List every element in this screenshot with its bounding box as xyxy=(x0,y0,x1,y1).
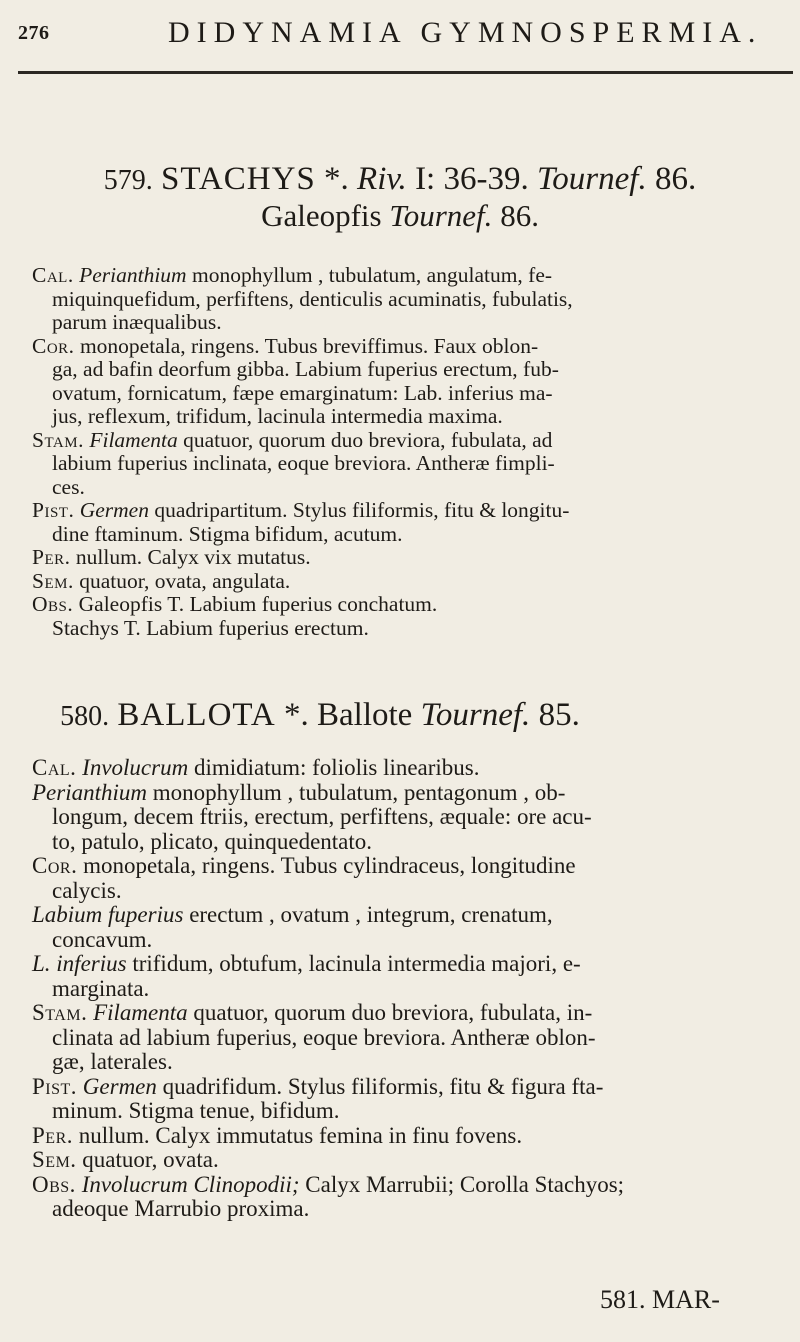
part-text: Stachys T. Labium fuperius erectum. xyxy=(52,615,369,640)
part-text: ga, ad bafin deorfum gibba. Labium fuperius erectum, fub- xyxy=(52,357,559,381)
part-text: jus, reflexum, trifidum, lacinula intermedia maxima. xyxy=(52,404,503,428)
text-line xyxy=(32,854,797,879)
part-text: miquinquefidum, perfiftens, denticulis acuminatis, fubulatis, xyxy=(52,286,573,311)
part-label: Stam. xyxy=(32,427,84,452)
running-head: DIDYNAMIA GYMNOSPERMIA. xyxy=(168,16,763,49)
part-text: monopetala, ringens. Tubus breviffimus. Faux oblon- xyxy=(74,333,539,358)
text-line xyxy=(32,928,797,953)
text-line xyxy=(32,830,797,855)
part-text: erectum , ovatum , integrum, crenatum, xyxy=(183,902,553,927)
part-text: ovatum, fornicatum, fæpe emarginatum: Lab. inferius ma- xyxy=(52,380,553,405)
part-label: Cal. xyxy=(32,263,74,287)
text-line xyxy=(32,781,797,806)
reference: Tournef. xyxy=(420,697,531,733)
reference-pages: I: 36-39. xyxy=(415,161,529,197)
part-label: Cal. xyxy=(32,755,77,780)
part-text: longum, decem ftriis, erectum, perfiftens, æquale: ore acu- xyxy=(52,804,592,829)
part-text: monophyllum , tubulatum, angulatum, fe- xyxy=(186,263,553,287)
text-line xyxy=(32,977,797,1002)
part-text: minum. Stigma tenue, bifidum. xyxy=(52,1098,340,1123)
part-term: Perianthium xyxy=(73,263,187,287)
part-text: monophyllum , tubulatum, pentagonum , ob- xyxy=(147,779,566,805)
catchword: 581. MAR- xyxy=(600,1285,720,1314)
synonym-name: Galeopfis xyxy=(261,198,382,233)
text-line xyxy=(32,617,797,641)
text-line xyxy=(32,405,797,429)
text-line xyxy=(32,264,797,288)
part-term: Involucrum xyxy=(76,755,189,780)
reference-pages: 86. xyxy=(654,161,697,197)
text-line xyxy=(32,756,797,781)
reference: Riv. xyxy=(357,161,407,197)
text-line xyxy=(32,1075,797,1100)
part-text: adeoque Marrubio proxima. xyxy=(52,1196,310,1221)
text-line xyxy=(32,1148,797,1173)
text-line xyxy=(32,523,797,547)
text-line xyxy=(32,382,797,406)
part-text: clinata ad labium fuperius, eoque breviora. Antheræ oblon- xyxy=(52,1024,596,1050)
part-text: nullum. Calyx immutatus femina in finu fovens. xyxy=(73,1122,523,1148)
part-label: Sem. xyxy=(32,568,74,593)
text-line xyxy=(32,429,797,453)
text-line xyxy=(32,1173,797,1198)
part-term: Involucrum Clinopodii; xyxy=(75,1171,300,1197)
text-line xyxy=(32,452,797,476)
entry-number: 580. xyxy=(60,701,110,732)
text-line xyxy=(32,879,797,904)
entry-579-title xyxy=(0,160,800,200)
page-number: 276 xyxy=(18,22,50,44)
part-text: dimidiatum: foliolis linearibus. xyxy=(188,755,480,780)
text-line xyxy=(32,570,797,594)
text-line xyxy=(32,335,797,359)
part-text: monopetala, ringens. Tubus cylindraceus, longitudine xyxy=(77,853,576,878)
part-text: marginata. xyxy=(52,975,150,1001)
part-label: Stam. xyxy=(32,1000,88,1025)
part-text: calycis. xyxy=(52,877,122,903)
reference: Tournef. xyxy=(389,198,493,233)
part-text: Calyx Marrubii; Corolla Stachyos; xyxy=(299,1171,625,1197)
entry-number: 579. xyxy=(103,165,153,196)
asterisk-mark: *. xyxy=(284,697,309,733)
header-rule xyxy=(18,71,793,74)
part-term: Labium fuperius xyxy=(32,902,184,927)
part-text: to, patulo, plicato, quinquedentato. xyxy=(52,828,373,854)
part-label: Obs. xyxy=(32,592,74,616)
genus-name: BALLOTA xyxy=(117,697,276,733)
synonym-name: Ballote xyxy=(317,697,413,733)
part-text: ces. xyxy=(52,474,85,499)
reference-pages: 86. xyxy=(500,198,539,233)
part-label: Sem. xyxy=(32,1147,77,1172)
part-text: parum inæqualibus. xyxy=(52,310,222,334)
part-text: quadripartitum. Stylus filiformis, fitu & longitu- xyxy=(148,498,570,522)
entry-580-description xyxy=(32,756,797,1222)
part-text: trifidum, obtufum, lacinula intermedia majori, e- xyxy=(126,951,581,976)
part-label: Cor. xyxy=(32,853,78,878)
text-line xyxy=(32,1001,797,1026)
page-header xyxy=(18,14,788,54)
part-label: Per. xyxy=(32,545,71,569)
genus-name: STACHYS xyxy=(161,161,316,197)
part-label: Per. xyxy=(32,1122,73,1148)
part-label: Pist. xyxy=(32,498,75,522)
text-line xyxy=(32,1197,797,1222)
asterisk-mark: *. xyxy=(324,161,349,197)
text-line xyxy=(32,952,797,977)
part-term: L. inferius xyxy=(32,951,127,976)
text-line xyxy=(32,593,797,617)
part-text: Galeopfis T. Labium fuperius conchatum. xyxy=(73,592,438,616)
part-text: quatuor, ovata. xyxy=(76,1147,219,1172)
part-label: Obs. xyxy=(32,1171,76,1197)
text-line xyxy=(32,476,797,500)
part-text: quadrifidum. Stylus filiformis, fitu & figura fta- xyxy=(156,1073,604,1099)
reference-pages: 85. xyxy=(538,697,580,733)
part-label: Cor. xyxy=(32,333,75,358)
text-line xyxy=(32,546,797,570)
part-term: Perianthium xyxy=(32,779,147,805)
entry-579-description xyxy=(32,264,797,640)
entry-579-synonym xyxy=(0,198,800,234)
part-text: concavum. xyxy=(52,926,153,952)
reference: Tournef. xyxy=(536,161,647,197)
part-term: Filamenta xyxy=(87,1000,188,1025)
part-text: gæ, laterales. xyxy=(52,1049,173,1074)
text-line xyxy=(32,1026,797,1051)
part-label: Pist. xyxy=(32,1073,78,1099)
text-line xyxy=(32,1124,797,1149)
text-line xyxy=(32,499,797,523)
entry-580-title xyxy=(0,696,720,736)
text-line xyxy=(32,805,797,830)
text-line xyxy=(32,311,797,335)
part-text: nullum. Calyx vix mutatus. xyxy=(70,545,311,569)
part-text: quatuor, quorum duo breviora, fubulata, ad xyxy=(177,427,553,452)
text-line xyxy=(32,1099,797,1124)
part-text: labium fuperius inclinata, eoque breviora. Antheræ fimpli- xyxy=(52,451,555,475)
text-line xyxy=(32,903,797,928)
text-line xyxy=(32,1050,797,1075)
part-term: Germen xyxy=(74,498,149,522)
text-line xyxy=(32,288,797,312)
text-line xyxy=(32,358,797,382)
part-text: quatuor, quorum duo breviora, fubulata, in- xyxy=(187,1000,593,1025)
part-term: Filamenta xyxy=(83,427,178,452)
part-text: dine ftaminum. Stigma bifidum, acutum. xyxy=(52,521,403,546)
part-text: quatuor, ovata, angulata. xyxy=(73,568,291,593)
part-term: Germen xyxy=(77,1073,157,1099)
